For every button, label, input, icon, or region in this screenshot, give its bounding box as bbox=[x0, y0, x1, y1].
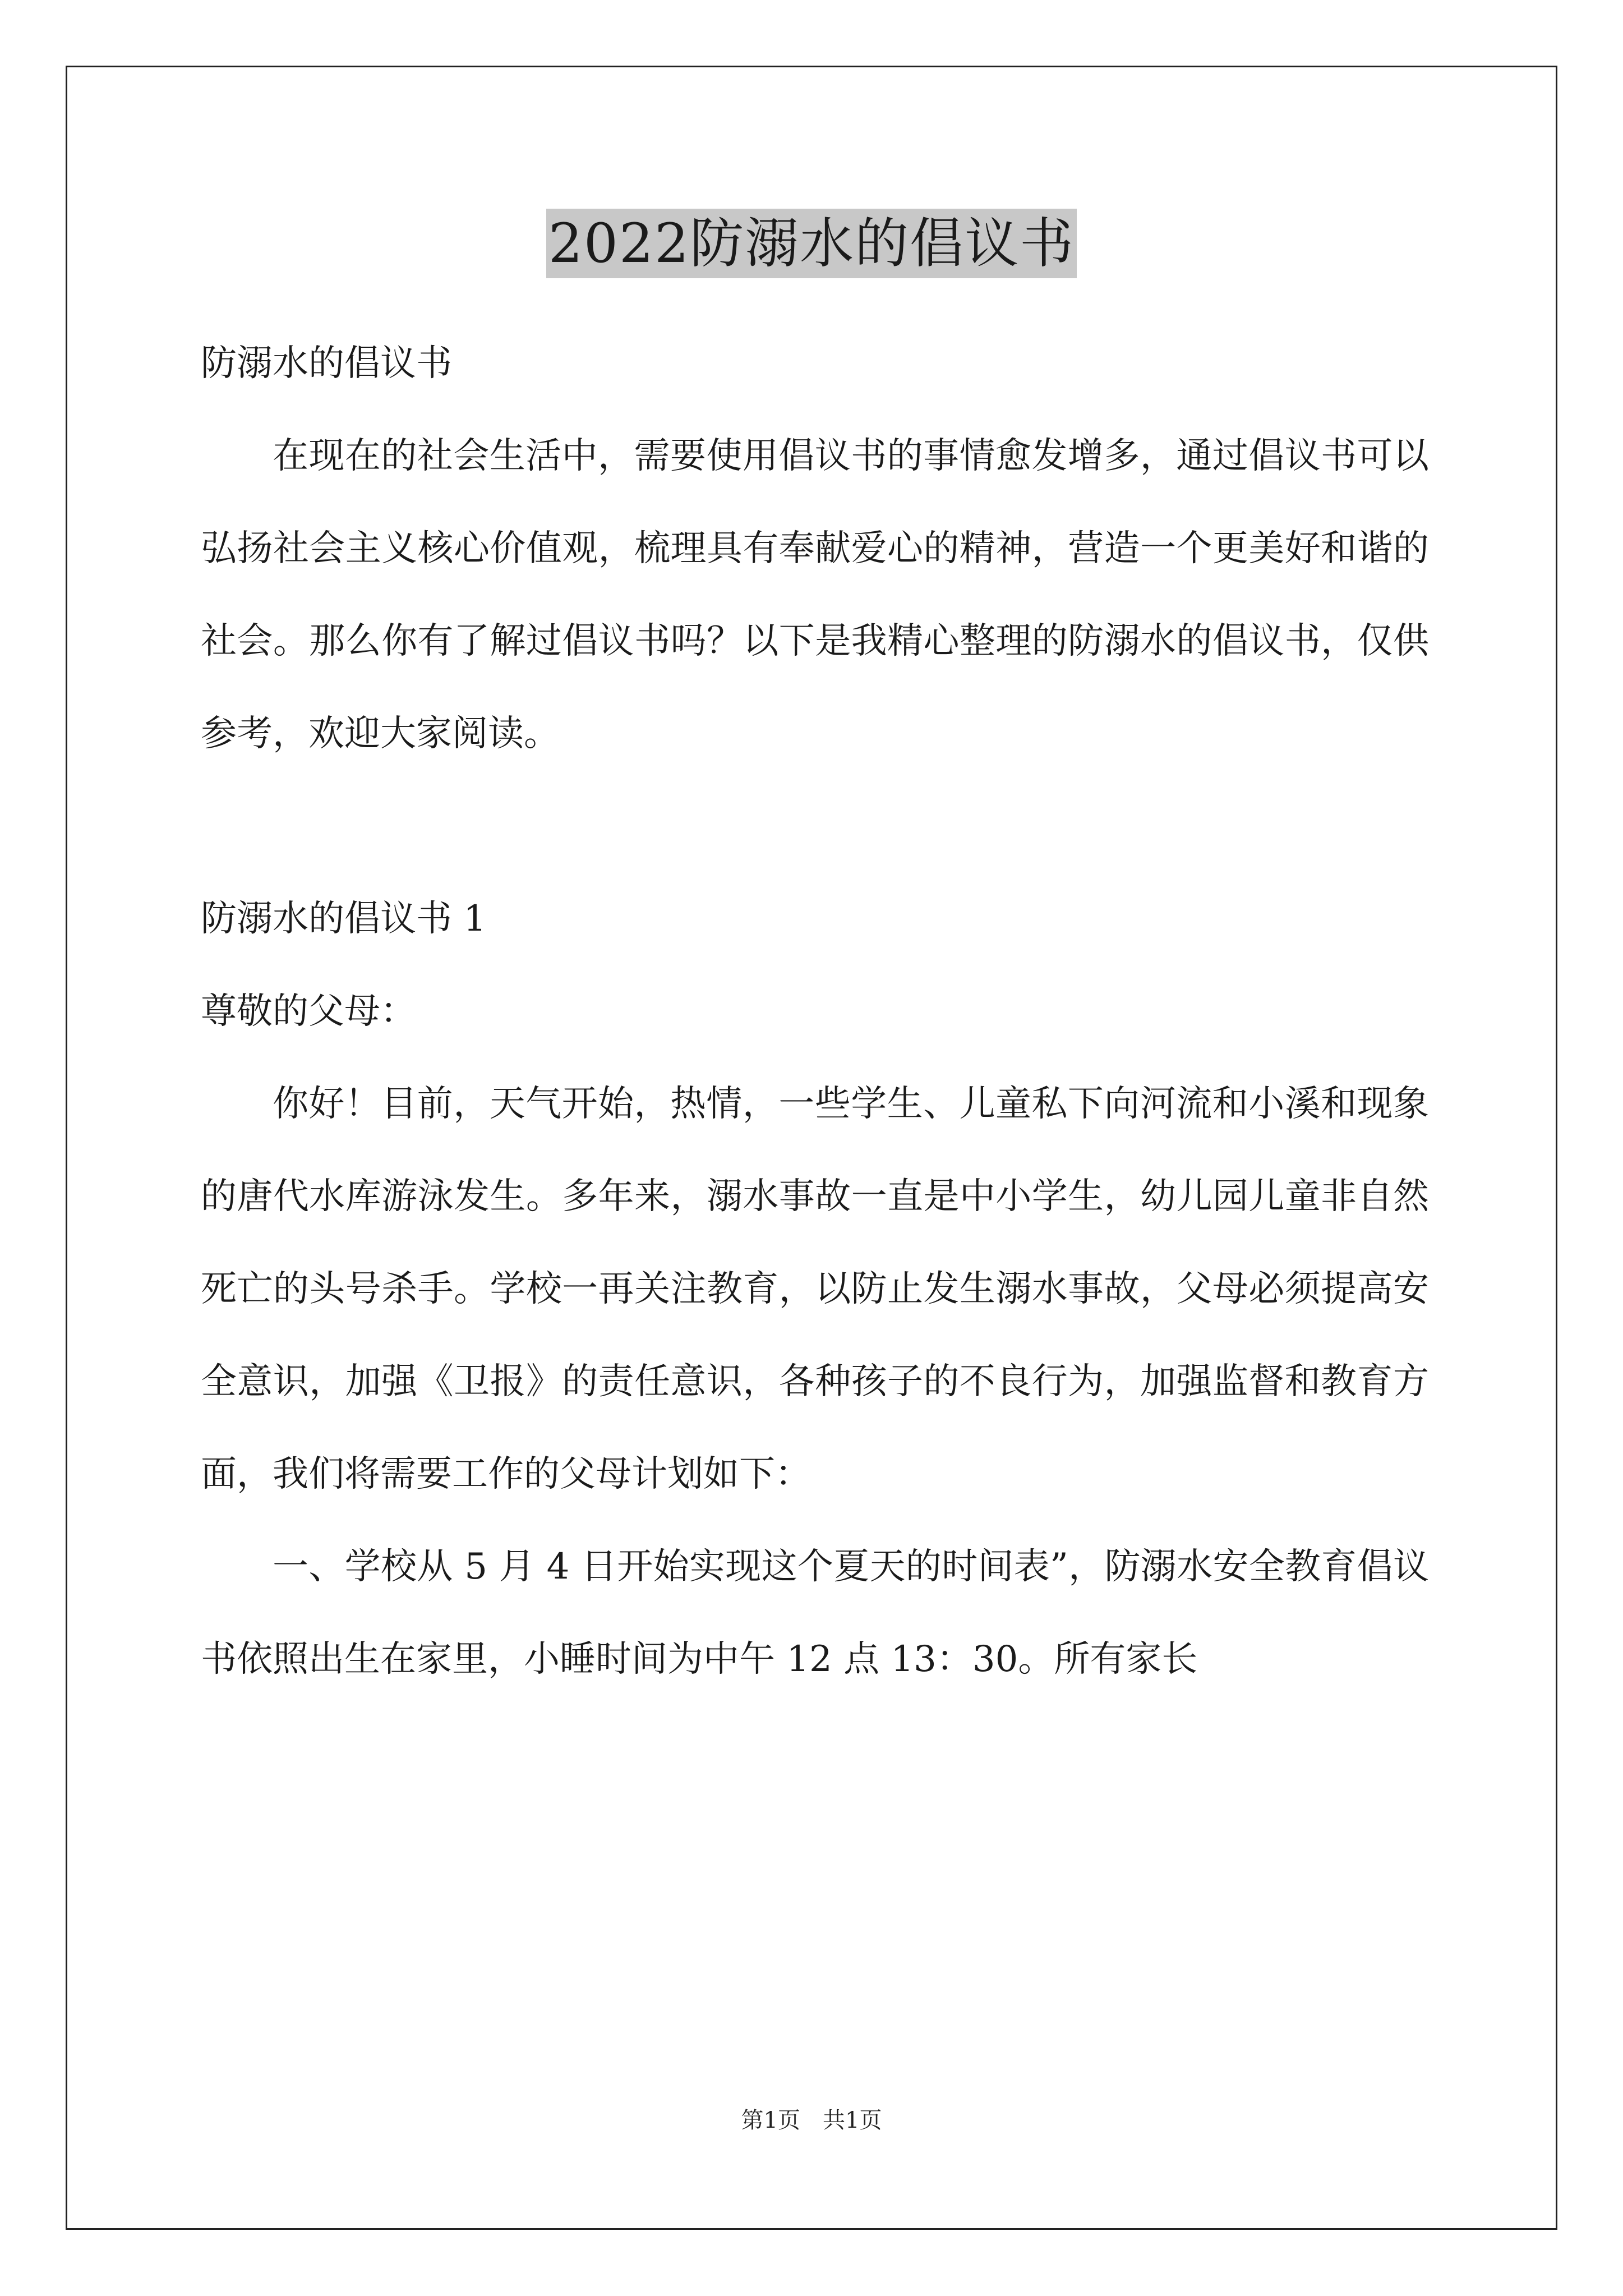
body-paragraph-1: 你好！目前，天气开始，热情，一些学生、儿童私下向河流和小溪和现象的唐代水库游泳发生。多年来，溺水事故一直是中小学生，幼儿园儿童非自然死亡的头号杀手。学校一再关注教育，以防止发生溺水事故，父母必须提高安全意识，加强《卫报》的责任意识，各种孩子的不良行为，加强监督和教育方面，我们将需要工作的父母计划如下： bbox=[201, 1083, 1429, 1495]
subtitle: 防溺水的倡议书 bbox=[201, 343, 452, 384]
intro-paragraph: 在现在的社会生活中，需要使用倡议书的事情愈发增多，通过倡议书可以弘扬社会主义核心价值观，梳理具有奉献爱心的精神，营造一个更美好和谐的社会。那么你有了解过倡议书吗？以下是我精心整理的防溺水的倡议书，仅供参考，欢迎大家阅读。 bbox=[201, 435, 1429, 754]
title-container bbox=[0, 209, 1623, 278]
document-title: 2022防溺水的倡议书 bbox=[546, 209, 1077, 278]
document-body bbox=[201, 318, 1429, 1706]
body-paragraph-2: 一、学校从 5 月 4 日开始实现这个夏天的时间表”，防溺水安全教育倡议书依照出生在家里，小睡时间为中午 12 点 13：30。所有家长 bbox=[201, 1546, 1429, 1680]
page-number-footer: 第1页 共1页 bbox=[741, 2108, 882, 2133]
salutation: 尊敬的父母： bbox=[201, 991, 416, 1032]
section-gap bbox=[201, 780, 1429, 873]
section-title: 防溺水的倡议书 1 bbox=[201, 898, 487, 940]
